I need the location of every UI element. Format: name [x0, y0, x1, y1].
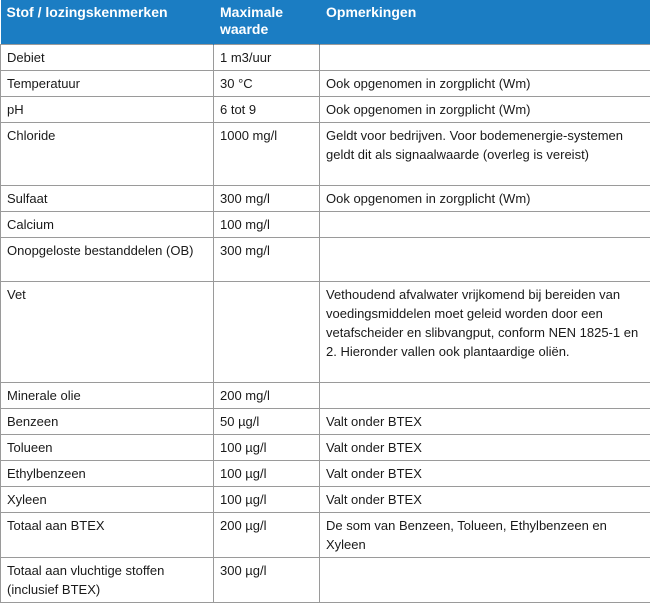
- cell-waarde: 200 µg/l: [214, 512, 320, 557]
- cell-waarde: 300 µg/l: [214, 557, 320, 602]
- cell-stof: Vet: [1, 281, 214, 382]
- cell-waarde: [214, 281, 320, 382]
- table-body: [1, 44, 650, 602]
- cell-opmerking: Valt onder BTEX: [320, 460, 650, 486]
- cell-waarde: 300 mg/l: [214, 185, 320, 211]
- cell-opmerking: [320, 382, 650, 408]
- cell-waarde: 100 µg/l: [214, 460, 320, 486]
- cell-stof: Totaal aan vluchtige stoffen (inclusief BTEX): [1, 557, 214, 602]
- cell-stof: Debiet: [1, 44, 214, 70]
- table-row: [1, 408, 650, 434]
- header-row: [1, 0, 650, 44]
- cell-opmerking: Geldt voor bedrijven. Voor bodemenergie-systemen geldt dit als signaalwaarde (overleg is vereist): [320, 122, 650, 185]
- cell-waarde: 50 µg/l: [214, 408, 320, 434]
- header-opmerkingen: Opmerkingen: [320, 0, 650, 44]
- cell-waarde: 200 mg/l: [214, 382, 320, 408]
- table-row: [1, 185, 650, 211]
- cell-opmerking: [320, 557, 650, 602]
- table-row: [1, 96, 650, 122]
- table-row: [1, 122, 650, 185]
- cell-opmerking: Ook opgenomen in zorgplicht (Wm): [320, 185, 650, 211]
- cell-waarde: 30 °C: [214, 70, 320, 96]
- cell-opmerking: [320, 237, 650, 281]
- table-row: [1, 557, 650, 602]
- cell-stof: Minerale olie: [1, 382, 214, 408]
- cell-waarde: 100 µg/l: [214, 434, 320, 460]
- cell-stof: Tolueen: [1, 434, 214, 460]
- cell-waarde: 100 µg/l: [214, 486, 320, 512]
- cell-opmerking: [320, 44, 650, 70]
- cell-opmerking: Valt onder BTEX: [320, 408, 650, 434]
- cell-opmerking: Valt onder BTEX: [320, 486, 650, 512]
- cell-stof: pH: [1, 96, 214, 122]
- table-row: [1, 70, 650, 96]
- header-maximale-waarde: Maximale waarde: [214, 0, 320, 44]
- cell-stof: Sulfaat: [1, 185, 214, 211]
- table-row: [1, 281, 650, 382]
- table-header: [1, 0, 650, 44]
- cell-opmerking: Ook opgenomen in zorgplicht (Wm): [320, 70, 650, 96]
- table-row: [1, 237, 650, 281]
- cell-opmerking: De som van Benzeen, Tolueen, Ethylbenzeen en Xyleen: [320, 512, 650, 557]
- table-row: [1, 512, 650, 557]
- cell-stof: Chloride: [1, 122, 214, 185]
- cell-waarde: 1000 mg/l: [214, 122, 320, 185]
- table-row: [1, 460, 650, 486]
- cell-stof: Xyleen: [1, 486, 214, 512]
- cell-opmerking: [320, 211, 650, 237]
- cell-stof: Totaal aan BTEX: [1, 512, 214, 557]
- table-row: [1, 434, 650, 460]
- cell-waarde: 1 m3/uur: [214, 44, 320, 70]
- cell-opmerking: Valt onder BTEX: [320, 434, 650, 460]
- table-row: [1, 486, 650, 512]
- cell-stof: Calcium: [1, 211, 214, 237]
- table-row: [1, 211, 650, 237]
- cell-waarde: 100 mg/l: [214, 211, 320, 237]
- cell-opmerking: Ook opgenomen in zorgplicht (Wm): [320, 96, 650, 122]
- cell-stof: Temperatuur: [1, 70, 214, 96]
- table-row: [1, 44, 650, 70]
- cell-stof: Onopgeloste bestanddelen (OB): [1, 237, 214, 281]
- table-row: [1, 382, 650, 408]
- cell-stof: Benzeen: [1, 408, 214, 434]
- cell-stof: Ethylbenzeen: [1, 460, 214, 486]
- header-stof: Stof / lozingskenmerken: [1, 0, 214, 44]
- cell-waarde: 300 mg/l: [214, 237, 320, 281]
- cell-waarde: 6 tot 9: [214, 96, 320, 122]
- cell-opmerking: Vethoudend afvalwater vrijkomend bij bereiden van voedingsmiddelen moet geleid worden door een vetafscheider en slibvangput, conform NEN 1825-1 en 2. Hieronder vallen ook plantaardige oliën.: [320, 281, 650, 382]
